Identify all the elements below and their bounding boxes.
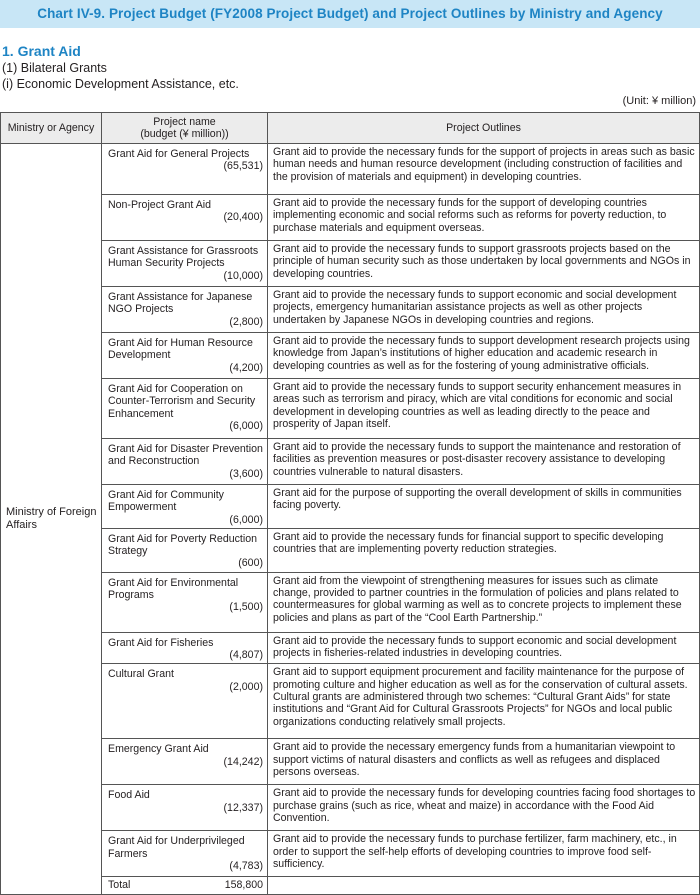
table-header-row (1, 113, 700, 144)
table-row (1, 333, 700, 379)
project-name: Food Aid (108, 789, 150, 802)
project-name: Grant Aid for General Projects (108, 148, 250, 160)
header-project-line1: Project name (153, 115, 216, 128)
project-name: Grant Aid for Cooperation on Counter-Terrorism and Security Enhancement (108, 383, 256, 420)
project-cell (102, 241, 268, 287)
project-cell (102, 785, 268, 831)
project-outline: Grant aid to provide the necessary funds to support economic and social development projects, emergency humanitarian assistance projects as well as other projects undertaken by Japanese NGOs in developing countries and regions. (268, 287, 700, 333)
project-name: Cultural Grant (108, 668, 174, 681)
chart-title: Chart IV-9. Project Budget (FY2008 Project Budget) and Project Outlines by Ministry and Agency (0, 0, 700, 28)
project-cell (102, 632, 268, 664)
total-row (1, 877, 700, 895)
project-budget: (600) (238, 557, 263, 570)
table-row (1, 785, 700, 831)
project-outline: Grant aid to provide the necessary funds for financial support to specific developing countries that are implementing poverty reduction strategies. (268, 528, 700, 572)
table-row (1, 739, 700, 785)
project-budget: (6,000) (229, 513, 263, 526)
project-name: Grant Aid for Fisheries (108, 636, 214, 649)
project-outline: Grant aid to support equipment procurement and facility maintenance for the purpose of promoting culture and higher education as well as for the conservation of cultural assets. Cultural grants are administered through two schemes: “Cultural Grant Aids” for state institutions and “Grant Aid for Cultural Grassroots Projects” for NGOs and local public organizations conducting relatively small projects. (268, 664, 700, 739)
project-name: Grant Aid for Underprivileged Farmers (108, 835, 245, 860)
project-name: Grant Aid for Disaster Prevention and Reconstruction (108, 443, 263, 468)
project-budget: (4,807) (229, 649, 263, 662)
table-row (1, 195, 700, 241)
budget-table (0, 112, 700, 895)
project-outline: Grant aid from the viewpoint of strengthening measures for issues such as climate change, provided to partner countries in the formulation of policies and plans related to countermeasures for global warming as well as to concrete projects to implement these policies and plans as part of the “Cool Earth Partnership.” (268, 572, 700, 632)
project-outline: Grant aid to provide the necessary funds for developing countries facing food shortages to purchase grains (such as rice, wheat and maize) in accordance with the Food Aid Convention. (268, 785, 700, 831)
project-outline: Grant aid to provide the necessary funds for the support of developing countries implementing economic and social reforms such as reforms for poverty reduction, to purchase materials and equipment overseas. (268, 195, 700, 241)
project-cell (102, 664, 268, 739)
project-cell (102, 287, 268, 333)
agency-cell: Ministry of Foreign Affairs (1, 144, 102, 895)
project-budget: (2,000) (229, 680, 263, 693)
project-budget: (12,337) (223, 801, 263, 814)
project-budget: (6,000) (229, 419, 263, 432)
project-outline: Grant aid to provide the necessary funds to support the maintenance and restoration of facilities as prevention measures or post-disaster recovery assistance to developing countries vulnerable to natural disasters. (268, 439, 700, 485)
project-name: Non-Project Grant Aid (108, 199, 212, 211)
project-name: Grant Aid for Community Empowerment (108, 489, 224, 514)
project-cell (102, 195, 268, 241)
project-outline: Grant aid to provide the necessary funds for the support of projects in areas such as basic human needs and human resource development (including construction of facilities and the provision of materials and equipment) in developing countries. (268, 144, 700, 195)
project-name: Grant Assistance for Grassroots Human Security Projects (108, 245, 259, 270)
header-outline: Project Outlines (268, 113, 700, 144)
table-row (1, 439, 700, 485)
project-name: Grant Assistance for Japanese NGO Projects (108, 291, 253, 316)
header-project (102, 113, 268, 144)
section-title: 1. Grant Aid (2, 43, 81, 59)
project-name: Grant Aid for Poverty Reduction Strategy (108, 532, 257, 558)
project-cell (102, 144, 268, 195)
project-budget: (3,600) (229, 467, 263, 480)
table-body (1, 144, 700, 895)
project-budget: (4,200) (229, 361, 263, 374)
table-row (1, 287, 700, 333)
project-budget: (20,400) (223, 211, 263, 224)
header-project-line2: (budget (¥ million)) (140, 128, 229, 140)
project-budget: (10,000) (223, 269, 263, 282)
table-row (1, 664, 700, 739)
project-outline: Grant aid to provide the necessary funds to support development research projects using knowledge from Japan’s institutions of higher education and academic research in developing countries as well as for the fostering of young administrative officials. (268, 333, 700, 379)
project-cell (102, 333, 268, 379)
project-outline: Grant aid to provide the necessary funds to support economic and social development projects in fisheries-related industries in developing countries. (268, 632, 700, 664)
total-outline-empty (268, 877, 700, 895)
project-cell (102, 572, 268, 632)
project-outline: Grant aid for the purpose of supporting the overall development of skills in communities facing poverty. (268, 485, 700, 529)
total-value: 158,800 (224, 879, 263, 892)
table-row (1, 632, 700, 664)
project-cell (102, 739, 268, 785)
project-outline: Grant aid to provide the necessary funds to purchase fertilizer, farm machinery, etc., in order to support the self-help efforts of developing countries to improve food self-sufficiency. (268, 831, 700, 877)
project-outline: Grant aid to provide the necessary funds to support grassroots projects based on the principle of human security such as those undertaken by local governments and NGOs in developing countries. (268, 241, 700, 287)
project-cell (102, 528, 268, 572)
project-name: Emergency Grant Aid (108, 743, 209, 756)
table-row (1, 528, 700, 572)
unit-label: (Unit: ¥ million) (622, 95, 696, 107)
project-cell (102, 439, 268, 485)
project-budget: (14,242) (223, 755, 263, 768)
subsection-economic: (i) Economic Development Assistance, etc. (2, 77, 239, 91)
project-name: Grant Aid for Environmental Programs (108, 576, 239, 602)
total-cell (102, 877, 268, 895)
project-budget: (2,800) (229, 315, 263, 328)
subsection-bilateral: (1) Bilateral Grants (2, 61, 107, 75)
project-outline: Grant aid to provide the necessary funds to support security enhancement measures in areas such as terrorism and piracy, which are vital conditions for economic and social development in developing countries as well as leading directly to the peace and prosperity of Japan itself. (268, 379, 700, 439)
total-label: Total (108, 879, 131, 892)
project-outline: Grant aid to provide the necessary emergency funds from a humanitarian viewpoint to support victims of natural disasters and conflicts as well as refugees and displaced persons overseas. (268, 739, 700, 785)
project-budget: (1,500) (229, 601, 263, 614)
table-row (1, 831, 700, 877)
project-cell (102, 485, 268, 529)
table-row (1, 572, 700, 632)
project-name: Grant Aid for Human Resource Development (108, 337, 253, 362)
table-row (1, 379, 700, 439)
table-row (1, 241, 700, 287)
table-row (1, 144, 700, 195)
header-agency: Ministry or Agency (1, 113, 102, 144)
project-budget: (65,531) (223, 160, 263, 173)
table-row (1, 485, 700, 529)
project-cell (102, 831, 268, 877)
project-cell (102, 379, 268, 439)
project-budget: (4,783) (229, 859, 263, 872)
